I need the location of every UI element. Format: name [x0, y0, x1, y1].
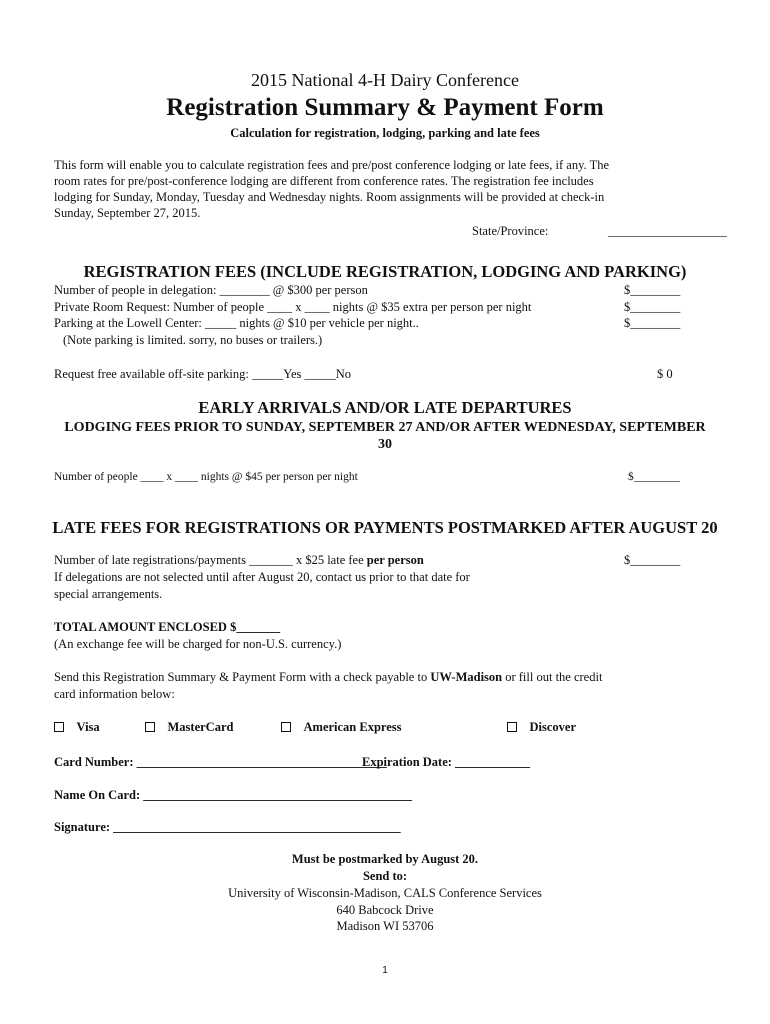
- address-city: Madison WI 53706: [336, 919, 434, 933]
- intro-line-2: room rates for pre/post-conference lodging are different from conference rates. The registration fee includes: [54, 174, 594, 188]
- payee-name: UW-Madison: [430, 670, 503, 684]
- send-text-c: or fill out the credit: [502, 670, 603, 684]
- parking-amount[interactable]: $________: [624, 316, 681, 330]
- visa-checkbox[interactable]: [54, 722, 64, 732]
- card-option-amex[interactable]: [281, 720, 402, 735]
- amex-checkbox[interactable]: [281, 722, 291, 732]
- send-line-2: card information below:: [54, 687, 175, 701]
- state-field[interactable]: ___________________: [608, 224, 727, 238]
- amex-label: American Express: [303, 720, 402, 734]
- late-amount[interactable]: $________: [624, 553, 681, 567]
- mastercard-label: MasterCard: [167, 720, 234, 734]
- intro-line-4: Sunday, September 27, 2015.: [54, 206, 201, 220]
- state-label: State/Province:: [472, 224, 549, 238]
- late-note-1: If delegations are not selected until after August 20, contact us prior to that date for: [54, 570, 470, 584]
- card-number-field[interactable]: Card Number: ________________________________________: [54, 755, 387, 769]
- discover-label: Discover: [529, 720, 577, 734]
- late-row-text: Number of late registrations/payments _______ x $25 late fee: [54, 553, 367, 567]
- page-number: 1: [382, 965, 388, 976]
- card-option-discover[interactable]: [507, 720, 576, 735]
- parking-note: (Note parking is limited. sorry, no buses or trailers.): [63, 333, 323, 347]
- total-amount[interactable]: TOTAL AMOUNT ENCLOSED $_______: [54, 620, 281, 634]
- early-heading: EARLY ARRIVALS AND/OR LATE DEPARTURES: [198, 398, 572, 417]
- page-title: Registration Summary & Payment Form: [166, 94, 604, 121]
- offsite-parking-row[interactable]: Request free available off-site parking: _____Yes _____No: [54, 367, 352, 381]
- discover-checkbox[interactable]: [507, 722, 517, 732]
- intro-line-1: This form will enable you to calculate registration fees and pre/post conference lodging or late fees, if any. The: [54, 158, 610, 172]
- late-heading: LATE FEES FOR REGISTRATIONS OR PAYMENTS POSTMARKED AFTER AUGUST 20: [52, 518, 718, 537]
- name-on-card-field[interactable]: Name On Card: ___________________________________________: [54, 788, 412, 802]
- visa-label: Visa: [76, 720, 100, 734]
- early-row[interactable]: Number of people ____ x ____ nights @ $45 per person per night: [54, 471, 358, 483]
- page-subtitle: Calculation for registration, lodging, parking and late fees: [230, 126, 540, 140]
- card-option-visa[interactable]: [54, 720, 100, 735]
- parking-row[interactable]: Parking at the Lowell Center: _____ nights @ $10 per vehicle per night..: [54, 316, 419, 330]
- early-amount[interactable]: $________: [628, 471, 680, 483]
- intro-line-3: lodging for Sunday, Monday, Tuesday and Wednesday nights. Room assignments will be provided at check-in: [54, 190, 605, 204]
- event-title: 2015 National 4-H Dairy Conference: [251, 70, 519, 90]
- offsite-parking-amount: $ 0: [657, 367, 673, 381]
- early-subheading-1: LODGING FEES PRIOR TO SUNDAY, SEPTEMBER 27 AND/OR AFTER WEDNESDAY, SEPTEMBER: [64, 420, 706, 435]
- send-to-label: Send to:: [362, 869, 408, 883]
- delegation-amount[interactable]: $________: [624, 283, 681, 297]
- expiration-field[interactable]: Expiration Date: ____________: [362, 755, 531, 769]
- send-text-a: Send this Registration Summary & Payment Form with a check payable to: [54, 670, 431, 684]
- send-line-1: [54, 670, 602, 685]
- delegation-row[interactable]: Number of people in delegation: ________ @ $300 per person: [54, 283, 368, 297]
- private-room-row[interactable]: Private Room Request: Number of people ____ x ____ nights @ $35 extra per person per night: [54, 300, 532, 314]
- late-note-2: special arrangements.: [54, 587, 163, 601]
- exchange-note: (An exchange fee will be charged for non-U.S. currency.): [54, 637, 342, 651]
- private-room-amount[interactable]: $________: [624, 300, 681, 314]
- signature-field[interactable]: Signature: ______________________________________________: [54, 820, 401, 834]
- registration-heading: REGISTRATION FEES (INCLUDE REGISTRATION, LODGING AND PARKING): [83, 262, 687, 281]
- late-row[interactable]: [54, 553, 424, 568]
- late-row-bold: per person: [366, 553, 424, 567]
- address-org: University of Wisconsin-Madison, CALS Conference Services: [228, 886, 542, 900]
- card-option-mastercard[interactable]: [145, 720, 233, 735]
- mastercard-checkbox[interactable]: [145, 722, 155, 732]
- early-subheading-2: 30: [378, 437, 392, 452]
- address-street: 640 Babcock Drive: [336, 903, 434, 917]
- postmark-notice: Must be postmarked by August 20.: [291, 852, 479, 866]
